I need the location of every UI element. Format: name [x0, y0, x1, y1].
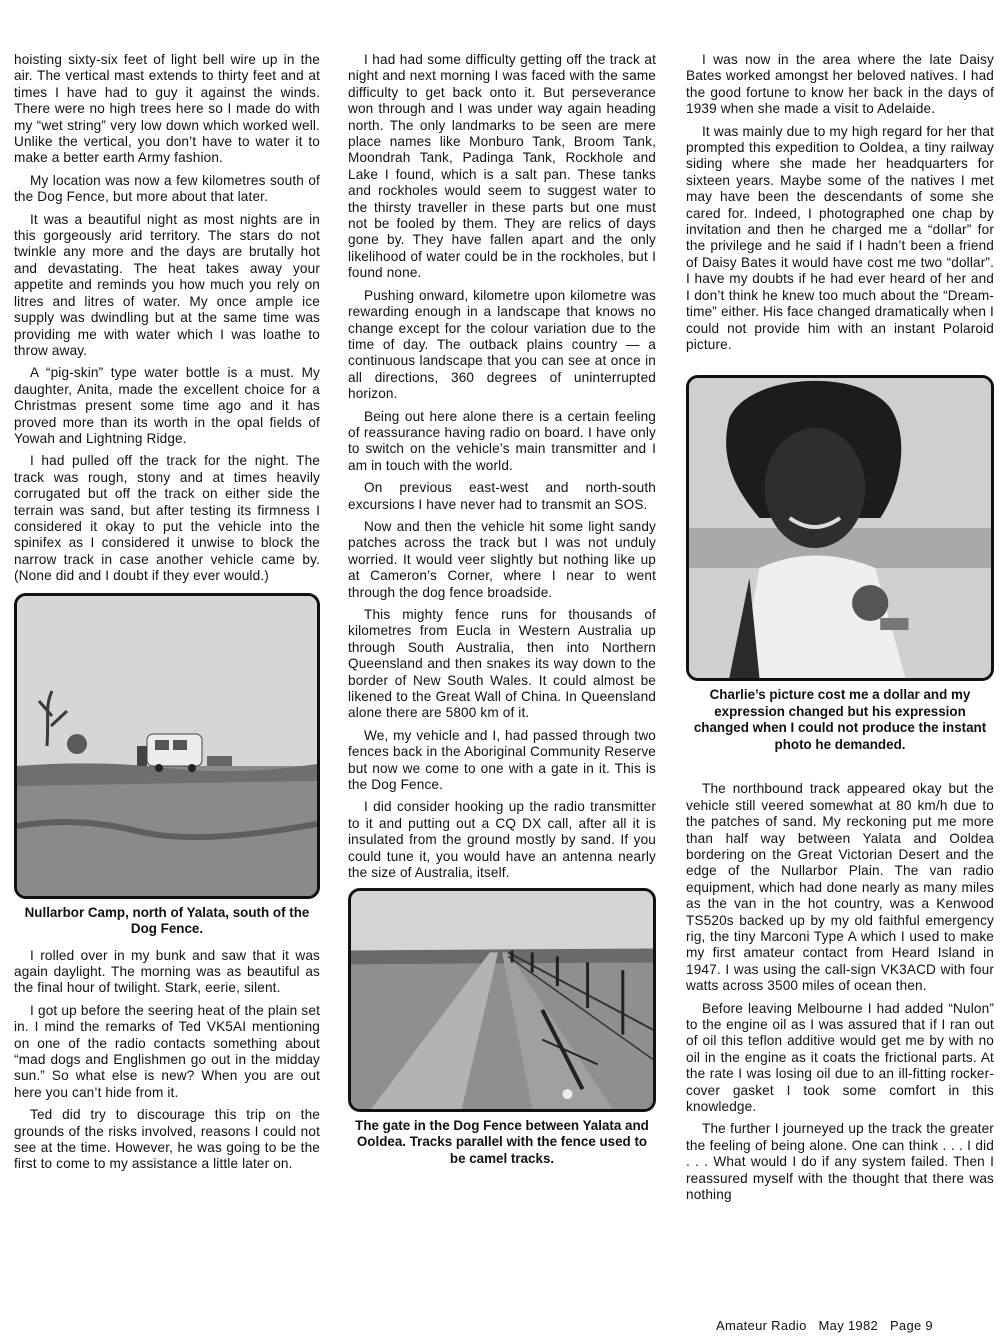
column-2	[348, 52, 656, 1177]
column-3	[686, 52, 994, 1209]
body-paragraph: Now and then the vehicle hit some light sandy patches across the track but I was not unduly worried. It would veer slightly but nothing like up at Cameron’s Corner, where I near to went through the dog fence broadside.	[348, 518, 656, 600]
body-paragraph: It was mainly due to my high regard for her that prompted this expedition to Ooldea, a tiny railway siding where she made her headquarters for sixteen years. Maybe some of the natives I met may have been the descendants of some she cared for. Indeed, I photographed one chap by invitation and then he charged me a “dollar” for the privilege and he said if I hadn’t been a friend of Daisy Bates it would have cost me two “dollar”. I have my doubts if he had ever heard of her and I don’t think he knew too much about the “Dream-time” either. His face changed dramatically when I could not provide him with an instant Polaroid picture.	[686, 123, 994, 352]
issue-date: May 1982	[818, 1318, 879, 1333]
body-paragraph: The further I journeyed up the track the greater the feeling of being alone. One can think . . . I did . . . What would I do if any system failed. Then I reassured myself with the thought that there was nothing	[686, 1121, 994, 1203]
photo-caption: The gate in the Dog Fence between Yalata and Ooldea. Tracks parallel with the fence used to be camel tracks.	[355, 1117, 649, 1166]
body-paragraph: I was now in the area where the late Daisy Bates worked amongst her beloved natives. I had the good fortune to know her back in the days of 1939 when she made a visit to Adelaide.	[686, 52, 994, 117]
nullarbor-camp-photo	[14, 593, 320, 899]
body-paragraph: hoisting sixty-six feet of light bell wire up in the air. The vertical mast extends to thirty feet and at times I have had to guy it against the winds. There were no high trees here so I made do with my “wet string” very low down which worked well. Unlike the vertical, you don’t have to water it to make a better earth Army fashion.	[14, 52, 320, 166]
body-paragraph: I did consider hooking up the radio transmitter to it and putting out a CQ DX call, after all it is insulated from the ground mostly by sand. If you could tune it, you would have an antenna nearly the size of Australia, itself.	[348, 799, 656, 881]
camp-photo-image	[17, 596, 317, 896]
photo-caption: Charlie’s picture cost me a dollar and my expression changed but his expression changed when I could not produce the instant photo he demanded.	[693, 687, 987, 752]
body-paragraph: I had had some difficulty getting off the track at night and next morning I was faced with the same difficulty to get back onto it. But perseverance won through and I was under way again heading north. The only landmarks to be seen are mere place names like Monburo Tank, Broom Tank, Moondrah Tank, Padinga Tank, Rockhole and Lake I found, which is a salt pan. These tanks and rockholes would seem to suggest water to the thirsty traveller in these parts but one must not be fooled by them. They are relics of days gone by. They have fallen apart and the only likelihood of water could be in the rockholes, but I found none.	[348, 52, 656, 281]
charlie-portrait-photo	[686, 375, 994, 681]
photo-caption: Nullarbor Camp, north of Yalata, south of the Dog Fence.	[24, 904, 310, 937]
column-1	[14, 52, 320, 1179]
body-paragraph: I got up before the seering heat of the plain set in. I mind the remarks of Ted VK5AI mentioning on one of the radio contacts something about “mad dogs and Englishmen go out in the midday sun.” So what else is new? When you are out here you can’t hide from it.	[14, 1002, 320, 1100]
body-paragraph: On previous east-west and north-south excursions I have never had to transmit an SOS.	[348, 480, 656, 512]
body-paragraph: I rolled over in my bunk and saw that it was again daylight. The morning was as beautiful as the final hour of twilight. Stark, eerie, silent.	[14, 947, 320, 996]
body-paragraph: This mighty fence runs for thousands of kilometres from Eucla in Western Australia up through South Australia, then into Northern Queensland and then snakes its way down to the border of New South Wales. It could almost be likened to the Great Wall of China. In Queensland alone there are 5800 km of it.	[348, 607, 656, 721]
portrait-photo-image	[689, 378, 991, 678]
body-paragraph: Before leaving Melbourne I had added “Nulon” to the engine oil as I was assured that if I ran out of oil this teflon additive would get me by with no oil in the engine as it coats the frictional parts. At the rate I was losing oil due to an ill-fitting rocker-cover gasket I took some comfort in this knowledge.	[686, 1000, 994, 1115]
gate-photo-image	[351, 891, 653, 1109]
body-paragraph: My location was now a few kilometres south of the Dog Fence, but more about that later.	[14, 172, 320, 205]
body-paragraph: Being out here alone there is a certain feeling of reassurance having radio on board. I have only to switch on the vehicle’s main transmitter and I am in touch with the world.	[348, 408, 656, 473]
body-paragraph: We, my vehicle and I, had passed through two fences back in the Aboriginal Community Reserve but now we come to one with a gate in it. This is the Dog Fence.	[348, 727, 656, 793]
body-paragraph: Ted did try to discourage this trip on the grounds of the risks involved, reasons I could not see at the time. However, he was going to be the first to come to my assistance a little later on.	[14, 1107, 320, 1172]
body-paragraph: It was a beautiful night as most nights are in this gorgeously arid territory. The stars do not twinkle any more and the days are brutally hot and devastating. The heat takes away your appetite and reminds you how much you rely on litres and litres of water. My once ample ice supply was dwindling but at the same time was providing me with water which I was loathe to throw away.	[14, 211, 320, 358]
body-paragraph: Pushing onward, kilometre upon kilometre was rewarding enough in a landscape that knows no change except for the colour variation due to the time of day. The outback plains country — a continuous landscape that you can see at once in all directions, 360 degrees of uninterrupted horizon.	[348, 287, 656, 402]
body-paragraph: I had pulled off the track for the night. The track was rough, stony and at times heavily corrugated but off the track on either side the terrain was sand, but after testing its firmness I considered it okay to put the vehicle into the spinifex as I considered it unwise to block the narrow track in case another vehicle came by. (None did and I doubt if they ever would.)	[14, 453, 320, 584]
body-paragraph: The northbound track appeared okay but the vehicle still veered somewhat at 80 km/h due to the patches of sand. My reckoning put me more than half way between Yalata and Ooldea bordering on the Great Victorian Desert and the edge of the Nullarbor Plain. The van radio equipment, which had done nearly as many miles as the van in the hot country, was a Kenwood TS520s backed up by my old faithful emergency rig, the tiny Marconi Type A which I used to make my first amateur contact from Heard Island in 1947. I was using the call-sign VK3ACD with four watts across 3500 miles of ocean then.	[686, 781, 994, 994]
body-paragraph: A “pig-skin” type water bottle is a must. My daughter, Anita, made the excellent choice for a Christmas present some time ago and it has proved more than its worth in the opal fields of Yowah and Lightning Ridge.	[14, 365, 320, 446]
page-footer	[716, 1318, 941, 1333]
magazine-name: Amateur Radio	[716, 1318, 807, 1333]
page-number: Page 9	[889, 1318, 933, 1333]
dog-fence-gate-photo	[348, 888, 656, 1112]
